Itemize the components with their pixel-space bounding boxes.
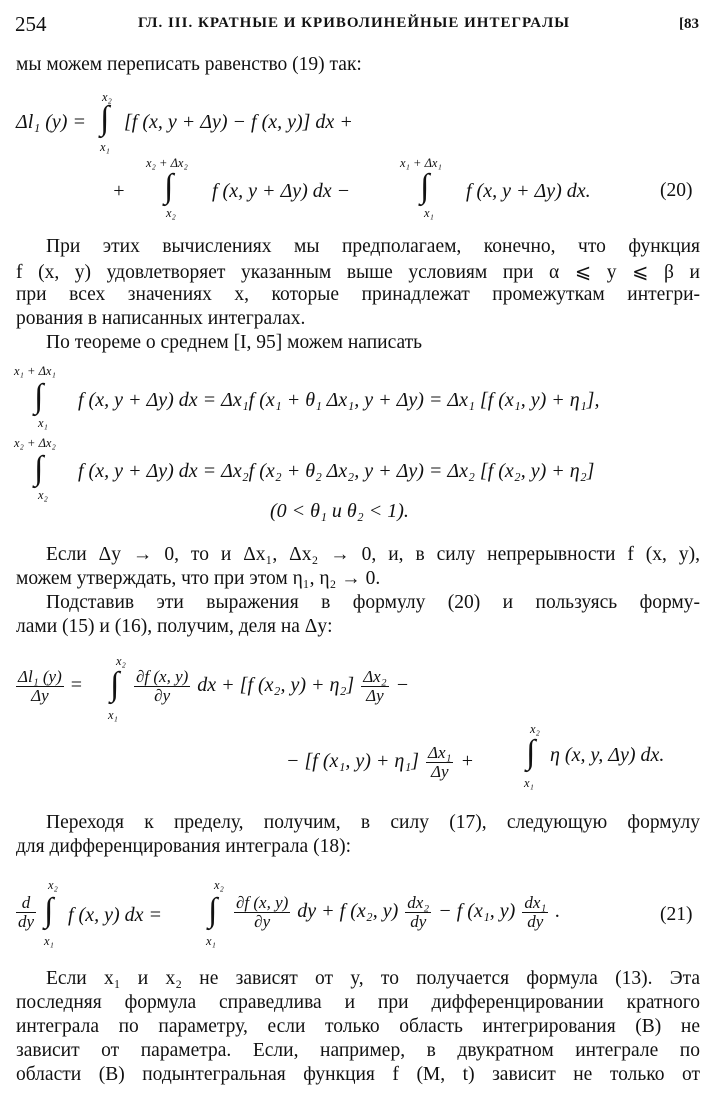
equation-number: (20)	[660, 180, 693, 201]
mean-value-condition: (0 < θ₁ и θ₂ < 1).	[270, 500, 409, 522]
text-line: f (x, y) удовлетворяет указанным выше условиям при α ⩽ y ⩽ β и	[16, 262, 700, 283]
eq20-plus: +	[112, 180, 126, 202]
text-line: По теореме о среднем [I, 95] можем написать	[46, 332, 423, 353]
eq20-body-b2: f (x, y + Δy) dx.	[466, 180, 591, 202]
integral-sign: ∫	[420, 168, 430, 205]
text-line: При этих вычислениях мы предполагаем, конечно, что функция	[46, 236, 700, 257]
integral-sign: ∫	[526, 734, 536, 771]
eq21-body: f (x, y) dx =	[68, 904, 163, 926]
eq20-lhs: Δl₁ (y) =	[16, 111, 86, 133]
text-line: можем утверждать, что при этом η₁, η₂ → 0.	[16, 568, 381, 589]
upper-limit: x₂	[116, 654, 126, 668]
text-line: области (B) подынтегральная функция f (M, t) зависит не только от	[16, 1064, 700, 1085]
lower-limit: x₁	[206, 934, 216, 948]
upper-limit: x₂	[530, 722, 540, 736]
lower-limit: x₁	[38, 416, 48, 430]
fraction: $\frac{\text{dx₂}}{dy}$	[407, 893, 430, 931]
upper-limit: x₂	[102, 90, 112, 104]
integral-sign: ∫	[164, 168, 174, 205]
text-line: при всех значениях x, которые принадлежат промежуткам интегри-	[16, 284, 700, 305]
fraction: $\frac{\text{Δx₁}}{\Delta y}$	[428, 743, 452, 781]
lower-limit: x₂	[166, 206, 176, 220]
mean-value-eq1: f (x, y + Δy) dx = Δx₁f (x₁ + θ₁ Δx₁, y + Δy) = Δx₁ [f (x₁, y) + η₁],	[78, 389, 600, 411]
text-line: зависит от параметра. Если, например, в двукратном интеграле по	[16, 1040, 700, 1061]
upper-limit: x₁ + Δx₁	[400, 156, 442, 170]
text-line: Подставив эти выражения в формулу (20) и пользуясь форму-	[46, 592, 700, 613]
upper-limit: x₁ + Δx₁	[14, 364, 56, 378]
lower-limit: x₁	[108, 708, 118, 722]
text-line: Если x₁ и x₂ не зависят от y, то получается формула (13). Эта	[46, 968, 700, 989]
integral-sign: ∫	[34, 450, 44, 487]
difference-quotient-eq-line1: $\frac{\text{Δl₁ (y)}}{\Delta y}$ =	[18, 667, 83, 705]
lower-limit: x₁	[44, 934, 54, 948]
integral-sign: ∫	[208, 892, 218, 929]
fraction: $\frac{\partial f (x, y)}{\partial y}$	[236, 893, 289, 931]
text-line: лами (15) и (16), получим, деля на Δy:	[16, 616, 333, 637]
upper-limit: x₂	[214, 878, 224, 892]
text-line: рования в написанных интегралах.	[16, 308, 306, 329]
eq21-lhs	[14, 894, 38, 931]
fraction: $\frac{\partial f (x, y)}{\partial y}$	[136, 667, 189, 705]
integral-sign: ∫	[34, 378, 44, 415]
page-number: 254	[15, 12, 47, 36]
eq20-body-a: [f (x, y + Δy) − f (x, y)] dx +	[124, 111, 353, 133]
eq21-rhs: $\frac{\partial f (x, y)}{\partial y}$ dy + f (x₂, y) $\frac{\text{dx₂}}{dy}$ − f (x₁, y) $\frac{\text{dx₁}}{dy}$ .	[236, 893, 561, 931]
upper-limit: x₂ + Δx₂	[146, 156, 188, 170]
difference-quotient-eq-line2: − [f (x₁, y) + η₁] $\frac{\text{Δx₁}}{\Delta y}$ +	[286, 743, 474, 781]
text-line: Переходя к пределу, получим, в силу (17), следующую формулу	[46, 812, 700, 833]
text-line: последняя формула справедлива и при дифференцировании кратного	[16, 992, 700, 1013]
upper-limit: x₂ + Δx₂	[14, 436, 56, 450]
lower-limit: x₁	[100, 140, 110, 154]
section-number: [83	[679, 16, 699, 32]
mean-value-eq2: f (x, y + Δy) dx = Δx₂f (x₂ + θ₂ Δx₂, y + Δy) = Δx₂ [f (x₂, y) + η₂]	[78, 460, 595, 482]
text-line: интеграла по параметру, если только область интегрирования (B) не	[16, 1016, 700, 1037]
fraction: $\frac{\text{Δl₁ (y)}}{\Delta y}$	[18, 667, 62, 705]
difference-quotient-eq-line2-end: η (x, y, Δy) dx.	[550, 744, 665, 766]
equation-number: (21)	[660, 904, 693, 925]
text-line: Если Δy → 0, то и Δx₁, Δx₂ → 0, и, в силу непрерывности f (x, y),	[46, 544, 700, 565]
eq20-body-b1: f (x, y + Δy) dx −	[212, 180, 351, 202]
lower-limit: x₂	[38, 488, 48, 502]
text-line: для дифференцирования интеграла (18):	[16, 836, 351, 857]
integral-sign: ∫	[100, 100, 110, 137]
difference-quotient-eq-line1-body: $\frac{\partial f (x, y)}{\partial y}$ dx + [f (x₂, y) + η₂] $\frac{\text{Δx₂}}{\Delta y}$ −	[136, 667, 410, 705]
fraction: $\frac{\text{dx₁}}{dy}$	[524, 893, 547, 931]
text-line: мы можем переписать равенство (19) так:	[16, 54, 362, 75]
chapter-title: ГЛ. III. КРАТНЫЕ И КРИВОЛИНЕЙНЫЕ ИНТЕГРАЛЫ	[138, 15, 571, 31]
lower-limit: x₁	[424, 206, 434, 220]
lower-limit: x₁	[524, 776, 534, 790]
fraction: $\frac{d}{dy}$	[18, 893, 35, 931]
fraction: $\frac{\text{Δx₂}}{\Delta y}$	[363, 667, 387, 705]
upper-limit: x₂	[48, 878, 58, 892]
integral-sign: ∫	[44, 892, 54, 929]
integral-sign: ∫	[110, 666, 120, 703]
